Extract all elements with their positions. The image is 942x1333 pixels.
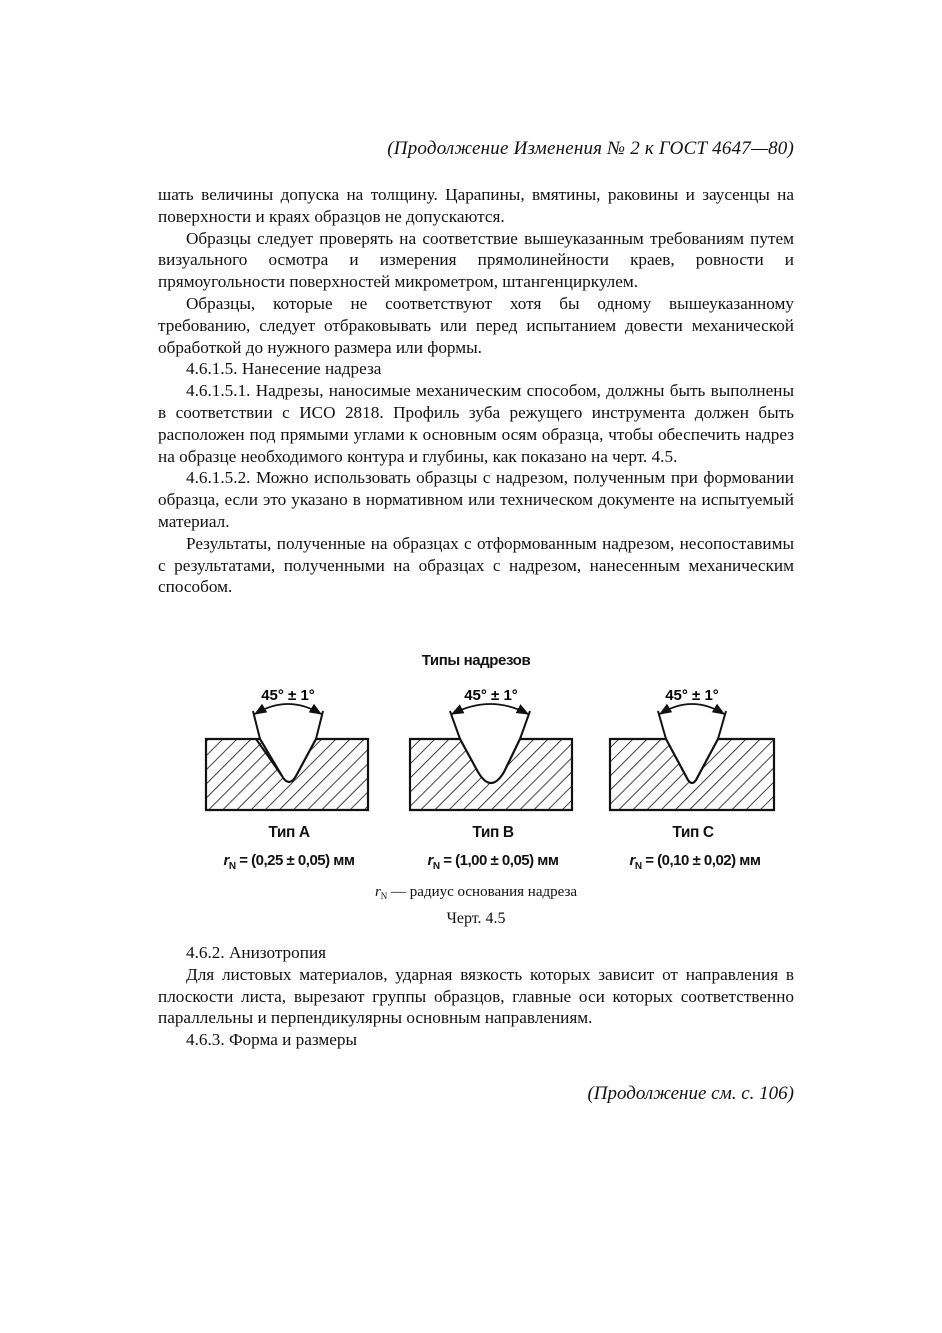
page-header: (Продолжение Изменения № 2 к ГОСТ 4647—80) xyxy=(387,138,794,159)
notch-types-figure xyxy=(158,648,794,938)
notch-type-c xyxy=(610,687,774,810)
notch-diagrams xyxy=(158,676,794,818)
type-a-label: Тип А xyxy=(268,824,310,841)
figure-legend: $r_N$ — радиус основания надреза xyxy=(374,884,578,901)
figure-title: Типы надрезов xyxy=(421,652,531,669)
body-text-bottom xyxy=(158,942,794,1051)
paragraph: Для листовых материалов, ударная вязкость которых зависит от направления в плоскости листа, вырезают группы образцов, главные оси которых соответственно параллельны и перпендикулярны основным направлениям. xyxy=(158,964,794,1028)
type-b-label: Тип В xyxy=(472,824,514,841)
angle-label: 45° ± 1° xyxy=(665,687,719,704)
paragraph: Образцы, которые не соответствуют хотя бы одному вышеуказанному требованию, следует отбраковывать или перед испытанием довести механической обработкой до нужного размера или формы. xyxy=(158,293,794,357)
angle-label: 45° ± 1° xyxy=(464,687,518,704)
figure-caption: Черт. 4.5 xyxy=(446,910,506,927)
notch-type-a xyxy=(206,687,368,810)
paragraph: шать величины допуска на толщину. Царапины, вмятины, раковины и заусенцы на поверхности и краях образцов не допускаются. xyxy=(158,185,794,226)
page-footer: (Продолжение см. с. 106) xyxy=(587,1083,794,1104)
paragraph: 4.6.1.5.1. Надрезы, наносимые механическим способом, должны быть выполнены в соответствии с ИСО 2818. Профиль зуба режущего инструмента должен быть расположен под прямыми углами к основным осям образца, чтобы обеспечить надрез на образце необходимого контура и глубины, как показано на черт. 4.5. xyxy=(158,381,794,466)
paragraph: 4.6.1.5.2. Можно использовать образцы с надрезом, полученным при формовании образца, если это указано в нормативном или техническом документе на испытуемый материал. xyxy=(158,468,794,531)
paragraph: Образцы следует проверять на соответствие вышеуказанным требованиям путем визуального осмотра и измерения прямолинейности краев, ровности и прямоугольности поверхностей микрометром, штангенциркулем. xyxy=(158,228,794,292)
section-heading: 4.6.3. Форма и размеры xyxy=(186,1030,358,1050)
notch-type-b xyxy=(410,687,572,810)
type-c-radius: $r_N = (0,10 \pm 0,02)$ мм xyxy=(629,852,761,872)
type-a-radius: $r_N = (0,25 \pm 0,05)$ мм xyxy=(223,852,355,872)
paragraph: Результаты, полученные на образцах с отформованным надрезом, несопоставимы с результатами, полученными на образцах с надрезом, нанесенным механическим способом. xyxy=(158,533,794,597)
section-heading: 4.6.2. Анизотропия xyxy=(186,943,327,962)
angle-label: 45° ± 1° xyxy=(261,687,315,704)
body-text-top xyxy=(158,184,794,598)
type-c-label: Тип С xyxy=(672,824,714,841)
section-heading: 4.6.1.5. Нанесение надреза xyxy=(186,359,382,379)
type-b-radius: $r_N = (1,00 \pm 0,05)$ мм xyxy=(427,852,559,872)
